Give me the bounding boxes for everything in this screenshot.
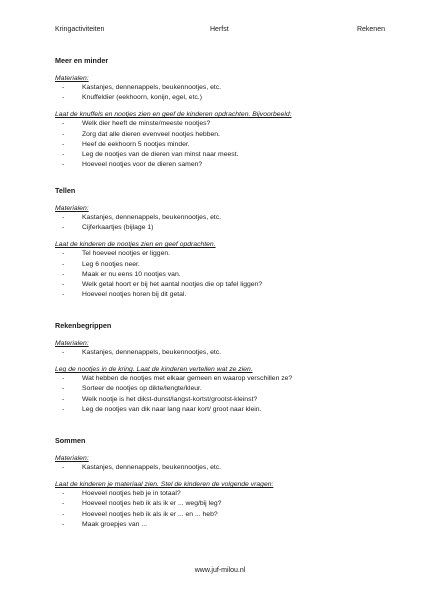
list-item-text: Heef de eekhoorn 5 nootjes minder. — [82, 140, 190, 148]
list-item — [55, 463, 395, 473]
list-item-text: Sorteer de nootjes op dikte/lengte/kleur. — [82, 385, 202, 393]
list-item — [55, 280, 395, 290]
list-item — [55, 249, 395, 259]
dash-bullet: - — [62, 214, 65, 221]
dash-bullet: - — [62, 270, 65, 278]
dash-bullet: - — [62, 349, 65, 356]
list-item-text: Maak er nu eens 10 nootjes van. — [82, 270, 181, 278]
dash-bullet: - — [62, 84, 65, 91]
list-item — [55, 499, 395, 509]
dash-bullet: - — [62, 130, 65, 138]
materials-list — [55, 463, 395, 473]
list-item-text: Kastanjes, dennenappels, beukennootjes, etc. — [82, 464, 222, 471]
list-item — [55, 140, 395, 150]
list-item-text: Leg de nootjes van dik naar lang naar kort/ groot naar klein. — [82, 405, 262, 413]
list-item-text: Zorg dat alle dieren evenveel nootjes hebben. — [82, 130, 220, 138]
materials-list — [55, 213, 395, 233]
list-item-text: Cijferkaartjes (bijlage 1) — [82, 224, 154, 232]
task-list — [55, 489, 395, 530]
task-list — [55, 119, 395, 170]
section-rekenbegrippen — [55, 321, 395, 415]
list-item — [55, 260, 395, 270]
materials-label: Materialen: — [55, 340, 89, 347]
list-item-text: Kastanjes, dennenappels, beukennootjes, etc. — [82, 349, 222, 356]
list-item — [55, 213, 395, 223]
list-item — [55, 83, 395, 93]
instruction-text: Laat de kinderen de nootjes zien en geef opdrachten. — [55, 241, 216, 249]
list-item — [55, 160, 395, 170]
dash-bullet: - — [62, 405, 65, 413]
list-item-text: Welk dier heeft de minste/meeste nootjes? — [82, 120, 211, 128]
list-item — [55, 348, 395, 358]
dash-bullet: - — [62, 395, 65, 403]
header-middle-text: Herfst — [210, 26, 229, 33]
list-item — [55, 93, 395, 103]
dash-bullet: - — [62, 500, 65, 508]
instruction-text: Leg de nootjes in de kring. Laat de kinderen vertellen wat ze zien. — [55, 366, 253, 374]
section-sommen — [55, 436, 395, 530]
list-item — [55, 270, 395, 280]
section-title: Tellen — [55, 186, 76, 195]
section-title: Sommen — [55, 436, 86, 445]
dash-bullet: - — [62, 151, 65, 159]
list-item-text: Hoeveel nootjes horen bij dit getal. — [82, 291, 187, 299]
task-list — [55, 374, 395, 415]
list-item-text: Leg 6 nootjes neer. — [82, 260, 140, 268]
list-item — [55, 223, 395, 233]
list-item — [55, 290, 395, 300]
list-item — [55, 489, 395, 499]
list-item-text: Welk nootje is het dikst-dunst/langst-kortst/grootst-kleinst? — [82, 395, 258, 403]
section-meer-en-minder — [55, 56, 395, 170]
list-item-text: Hoeveel nootjes heb je in totaal? — [82, 490, 181, 498]
list-item — [55, 130, 395, 140]
dash-bullet: - — [62, 161, 65, 169]
dash-bullet: - — [62, 375, 65, 383]
list-item — [55, 395, 395, 405]
materials-label: Materialen: — [55, 455, 89, 462]
header-right-text: Rekenen — [356, 26, 385, 33]
dash-bullet: - — [62, 490, 65, 498]
materials-label: Materialen: — [55, 75, 89, 82]
dash-bullet: - — [62, 291, 65, 299]
materials-list — [55, 348, 395, 358]
dash-bullet: - — [62, 520, 65, 528]
task-list — [55, 249, 395, 300]
dash-bullet: - — [62, 281, 65, 289]
list-item-text: Hoeveel nootjes heb ik als ik er ... en ... heb? — [82, 510, 218, 518]
header-left-text: Kringactiviteiten — [55, 26, 105, 33]
materials-label: Materialen: — [55, 205, 89, 212]
list-item-text: Kastanjes, dennenappels, beukennootjes, etc. — [82, 214, 222, 221]
materials-list — [55, 83, 395, 103]
dash-bullet: - — [62, 260, 65, 268]
list-item-text: Welk getal hoort er bij het aantal nootjes die op tafel liggen? — [82, 281, 263, 289]
instruction-text: Laat de knuffels en nootjes zien en geef de kinderen opdrachten. Bijvoorbeeld: — [55, 111, 292, 119]
section-title: Rekenbegrippen — [55, 321, 112, 330]
page-header — [55, 26, 385, 38]
list-item-text: Tel hoeveel nootjes er liggen. — [82, 250, 171, 258]
list-item — [55, 119, 395, 129]
list-item-text: Kastanjes, dennenappels, beukennootjes, etc. — [82, 84, 222, 91]
section-title: Meer en minder — [55, 56, 109, 65]
section-tellen — [55, 186, 395, 300]
dash-bullet: - — [62, 140, 65, 148]
list-item-text: Maak groepjes van ... — [82, 520, 147, 528]
list-item — [55, 520, 395, 530]
page-footer: www.juf-milou.nl — [194, 567, 246, 574]
list-item-text: Leg de nootjes van de dieren van minst naar meest. — [82, 151, 239, 159]
list-item — [55, 384, 395, 394]
dash-bullet: - — [62, 385, 65, 393]
list-item — [55, 510, 395, 520]
list-item-text: Knuffeldier (eekhoorn, konijn, egel, etc.) — [82, 94, 203, 102]
list-item — [55, 150, 395, 160]
list-item — [55, 405, 395, 415]
dash-bullet: - — [62, 224, 65, 232]
list-item-text: Hoeveel nootjes heb ik als ik er ... weg/bij leg? — [82, 500, 222, 508]
list-item — [55, 374, 395, 384]
dash-bullet: - — [62, 120, 65, 128]
dash-bullet: - — [62, 94, 65, 102]
dash-bullet: - — [62, 250, 65, 258]
list-item-text: Hoeveel nootjes voor de dieren samen? — [82, 161, 203, 169]
instruction-text: Laat de kinderen je materiaal zien. Stel de kinderen de volgende vragen: — [55, 481, 274, 489]
dash-bullet: - — [62, 510, 65, 518]
dash-bullet: - — [62, 464, 65, 471]
list-item-text: Wat hebben de nootjes met elkaar gemeen en waarop verschillen ze? — [82, 375, 293, 383]
